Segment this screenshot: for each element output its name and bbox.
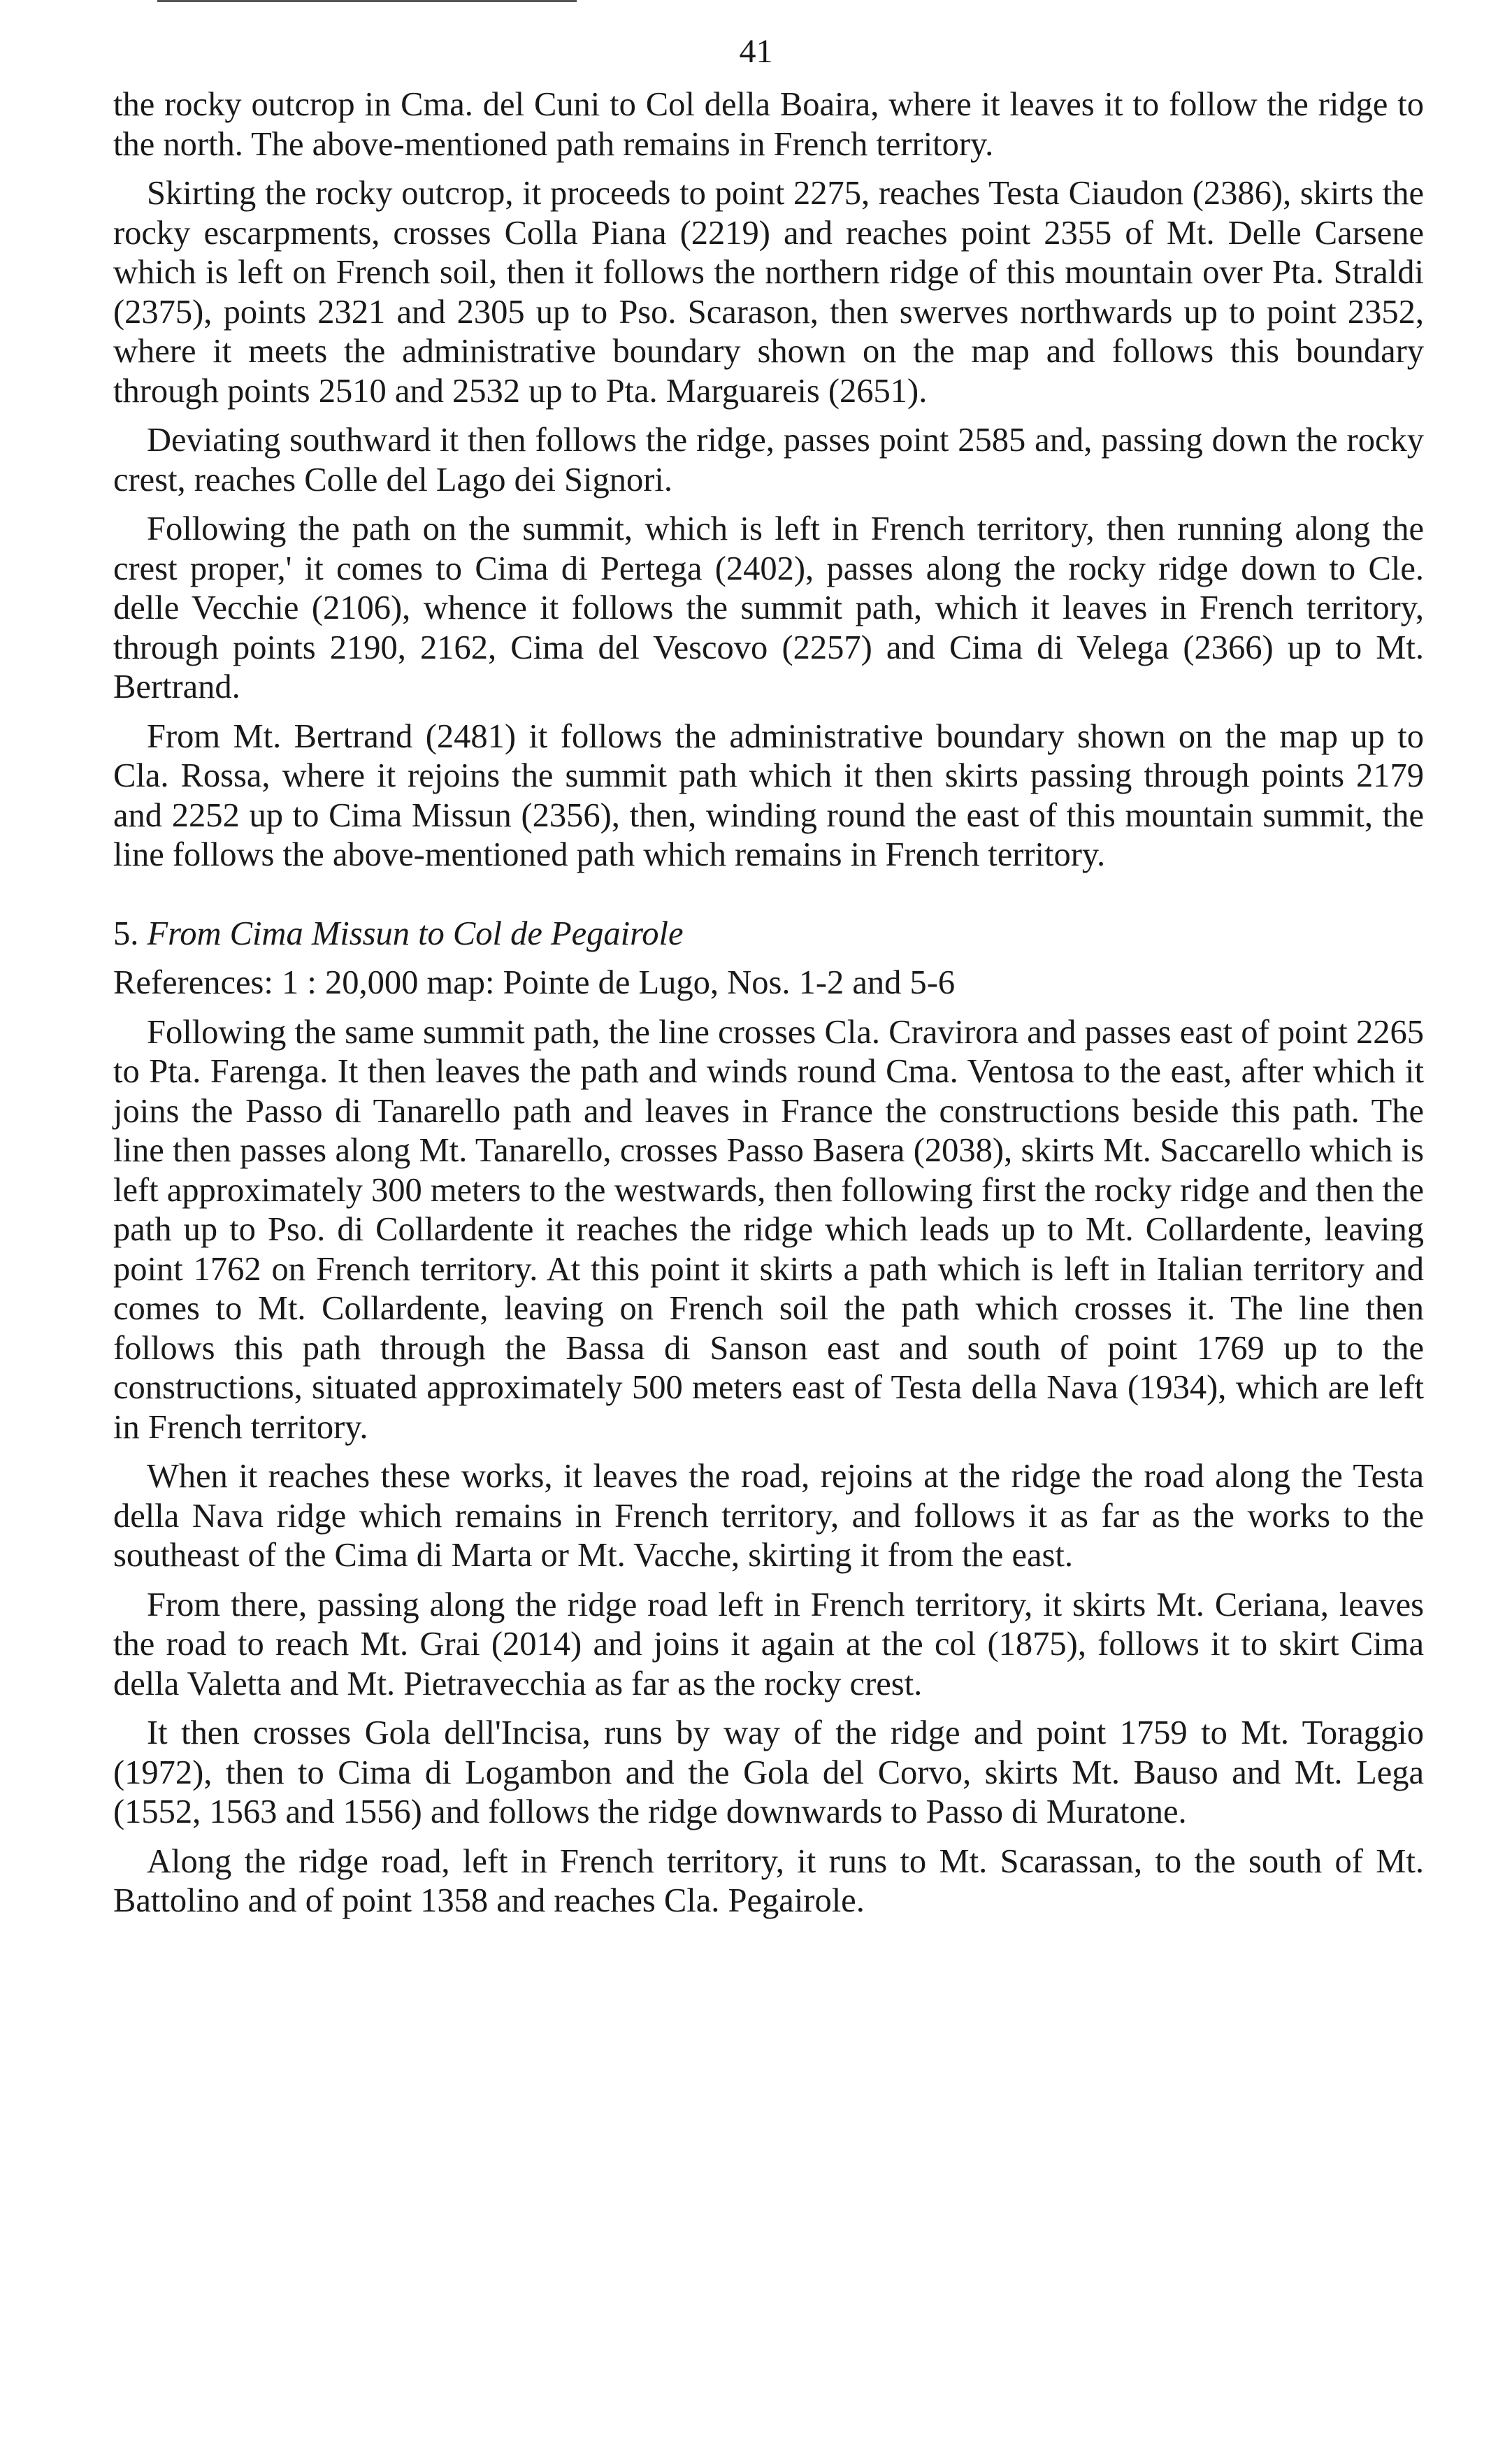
paragraph-4: Following the path on the summit, which is left in French territory, then running along the crest proper,' it comes to Cima di Pertega (2402), passes along the rocky ridge down to Cle. delle Vecchie (2106), whence it follows the summit path, which it leaves in French territory, through points 2190, 2162, Cima del Vescovo (2257) and Cima di Velega (2366) up to Mt. Bertrand.: [113, 510, 1424, 705]
paragraph-6: Following the same summit path, the line crosses Cla. Cravirora and passes east of point 2265 to Pta. Farenga. It then leaves the path and winds round Cma. Ventosa to the east, after which it joins the Passo di Tanarello path and leaves in France the constructions beside this path. The line then passes along Mt. Tanarello, crosses Passo Basera (2038), skirts Mt. Saccarello which is left approximately 300 meters to the westwards, then following first the rocky ridge and then the path up to Pso. di Collardente it reaches the ridge which leads up to Mt. Collardente, leaving point 1762 on French territory. At this point it skirts a path which is left in Italian territory and comes to Mt. Collardente, leaving on French soil the path which crosses it. The line then follows this path through the Bassa di Sanson east and south of point 1769 up to the constructions, situated approximately 500 meters east of Testa della Nava (1934), which are left in French territory.: [113, 1013, 1424, 1446]
paragraph-1: the rocky outcrop in Cma. del Cuni to Col della Boaira, where it leaves it to follow the ridge to the north. The above-mentioned path remains in French territory.: [113, 86, 1424, 163]
section-references: References: 1 : 20,000 map: Pointe de Lugo, Nos. 1-2 and 5-6: [113, 964, 956, 1001]
document-body: [113, 85, 1424, 1931]
paragraph-2: Skirting the rocky outcrop, it proceeds to point 2275, reaches Testa Ciaudon (2386), skirts the rocky escarpments, crosses Colla Piana (2219) and reaches point 2355 of Mt. Delle Carsene which is left on French soil, then it follows the northern ridge of this mountain over Pta. Straldi (2375), points 2321 and 2305 up to Pso. Scarason, then swerves northwards up to point 2352, where it meets the administrative boundary shown on the map and follows this boundary through points 2510 and 2532 up to Pta. Marguareis (2651).: [113, 175, 1424, 410]
section-heading: [113, 915, 1424, 954]
top-rule: [157, 0, 577, 2]
paragraph-3: Deviating southward it then follows the ridge, passes point 2585 and, passing down the rocky crest, reaches Colle del Lago dei Signori.: [113, 422, 1424, 499]
section-title: From Cima Missun to Col de Pegairole: [147, 915, 684, 952]
paragraph-5: From Mt. Bertrand (2481) it follows the administrative boundary shown on the map up to Cla. Rossa, where it rejoins the summit path which it then skirts passing through points 2179 and 2252 up to Cima Missun (2356), then, winding round the east of this mountain summit, the line follows the above-mentioned path which remains in French territory.: [113, 717, 1424, 873]
paragraph-8: From there, passing along the ridge road left in French territory, it skirts Mt. Ceriana, leaves the road to reach Mt. Grai (2014) and joins it again at the col (1875), follows it to skirt Cima della Valetta and Mt. Pietravecchia as far as the rocky crest.: [113, 1586, 1424, 1702]
paragraph-7: When it reaches these works, it leaves the road, rejoins at the ridge the road along the Testa della Nava ridge which remains in French territory, and follows it as far as the works to the southeast of the Cima di Marta or Mt. Vacche, skirting it from the east.: [113, 1458, 1424, 1574]
section-number: 5.: [113, 915, 139, 952]
paragraph-9: It then crosses Gola dell'Incisa, runs by way of the ridge and point 1759 to Mt. Toraggio (1972), then to Cima di Logambon and the Gola del Corvo, skirts Mt. Bauso and Mt. Lega (1552, 1563 and 1556) and follows the ridge downwards to Passo di Muratone.: [113, 1714, 1424, 1830]
page-number: 41: [739, 33, 773, 70]
paragraph-10: Along the ridge road, left in French territory, it runs to Mt. Scarassan, to the south of Mt. Battolino and of point 1358 and reaches Cla. Pegairole.: [113, 1842, 1424, 1919]
